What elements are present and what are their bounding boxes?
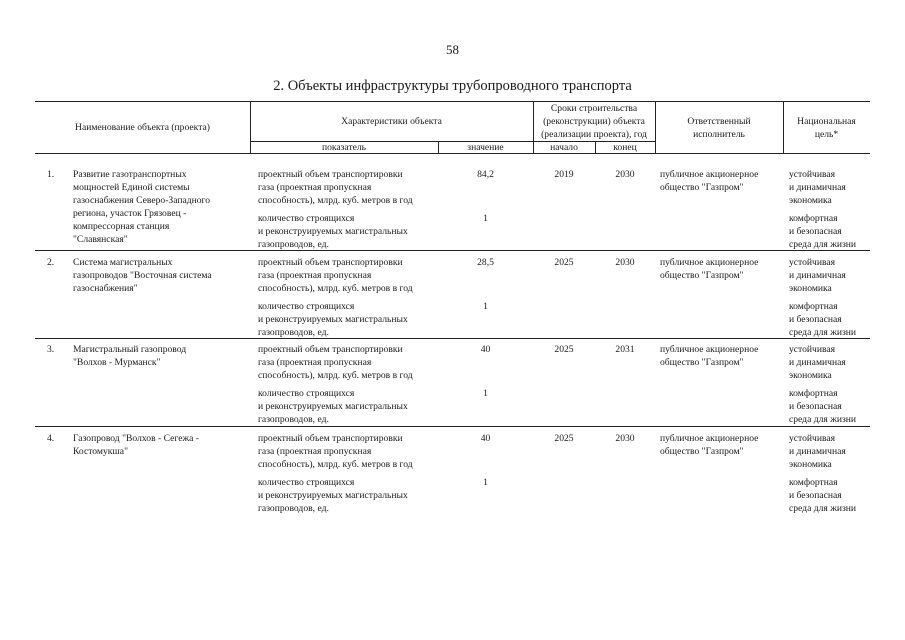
row-executor: публичное акционерное общество "Газпром" bbox=[660, 433, 759, 457]
header-indicator: показатель bbox=[321, 142, 367, 153]
row-start-year: 2019 bbox=[554, 169, 574, 180]
row-end-year: 2030 bbox=[615, 169, 635, 180]
row-goal-1: устойчивая и динамичная экономика bbox=[789, 169, 846, 206]
header-executor: Ответственный исполнитель bbox=[687, 116, 751, 140]
row-object-name: Развитие газотранспортных мощностей Единой системы газоснабжения Северо-Западного региона, участок Грязовец - компрессорная станция "Славянская" bbox=[73, 169, 211, 245]
header-value: значение bbox=[467, 142, 504, 153]
row-start-year: 2025 bbox=[554, 433, 574, 444]
header-start: начало bbox=[550, 142, 578, 153]
row-executor: публичное акционерное общество "Газпром" bbox=[660, 169, 759, 193]
row-indicator-1: проектный объем транспортировки газа (проектная пропускная способность), млрд. куб. метров в год bbox=[258, 257, 413, 294]
row-separator bbox=[35, 338, 870, 339]
row-number: 3. bbox=[47, 344, 55, 355]
row-start-year: 2025 bbox=[554, 257, 574, 268]
row-end-year: 2031 bbox=[615, 344, 635, 355]
row-object-name: Магистральный газопровод "Волхов - Мурманск" bbox=[73, 344, 187, 368]
row-number: 1. bbox=[47, 169, 55, 180]
row-value-1: 40 bbox=[480, 344, 491, 355]
row-goal-2: комфортная и безопасная среда для жизни bbox=[789, 213, 857, 250]
page-number: 58 bbox=[446, 42, 459, 57]
row-executor: публичное акционерное общество "Газпром" bbox=[660, 344, 759, 368]
row-separator bbox=[35, 250, 870, 251]
row-indicator-2: количество строящихся и реконструируемых магистральных газопроводов, ед. bbox=[258, 301, 408, 338]
header-terms: Сроки строительства (реконструкции) объекта (реализации проекта), год bbox=[541, 103, 647, 140]
row-executor: публичное акционерное общество "Газпром" bbox=[660, 257, 759, 281]
row-number: 2. bbox=[47, 257, 55, 268]
row-value-2: 1 bbox=[483, 213, 488, 224]
row-object-name: Газопровод "Волхов - Сегежа - Костомукша" bbox=[73, 433, 199, 457]
row-indicator-2: количество строящихся и реконструируемых магистральных газопроводов, ед. bbox=[258, 388, 408, 425]
row-indicator-1: проектный объем транспортировки газа (проектная пропускная способность), млрд. куб. метров в год bbox=[258, 433, 413, 470]
row-start-year: 2025 bbox=[554, 344, 574, 355]
header-object-name: Наименование объекта (проекта) bbox=[75, 122, 210, 133]
row-goal-2: комфортная и безопасная среда для жизни bbox=[789, 388, 857, 425]
row-goal-1: устойчивая и динамичная экономика bbox=[789, 257, 846, 294]
header-goal: Национальная цель* bbox=[797, 116, 856, 140]
row-value-2: 1 bbox=[483, 477, 488, 488]
page-title: 2. Объекты инфраструктуры трубопроводного транспорта bbox=[273, 78, 632, 94]
row-end-year: 2030 bbox=[615, 257, 635, 268]
row-goal-2: комфортная и безопасная среда для жизни bbox=[789, 301, 857, 338]
row-goal-1: устойчивая и динамичная экономика bbox=[789, 433, 846, 470]
header-end: конец bbox=[613, 142, 637, 153]
row-number: 4. bbox=[47, 433, 55, 444]
row-value-1: 84,2 bbox=[477, 169, 494, 180]
row-value-2: 1 bbox=[483, 301, 488, 312]
row-end-year: 2030 bbox=[615, 433, 635, 444]
row-indicator-2: количество строящихся и реконструируемых магистральных газопроводов, ед. bbox=[258, 213, 408, 250]
row-value-1: 28,5 bbox=[477, 257, 494, 268]
row-separator bbox=[35, 426, 870, 427]
row-value-2: 1 bbox=[483, 388, 488, 399]
row-indicator-1: проектный объем транспортировки газа (проектная пропускная способность), млрд. куб. метров в год bbox=[258, 344, 413, 381]
row-value-1: 40 bbox=[480, 433, 491, 444]
row-indicator-1: проектный объем транспортировки газа (проектная пропускная способность), млрд. куб. метров в год bbox=[258, 169, 413, 206]
row-indicator-2: количество строящихся и реконструируемых магистральных газопроводов, ед. bbox=[258, 477, 408, 514]
table-top-border bbox=[35, 101, 870, 102]
row-goal-1: устойчивая и динамичная экономика bbox=[789, 344, 846, 381]
row-object-name: Система магистральных газопроводов "Восточная система газоснабжения" bbox=[73, 257, 212, 294]
header-characteristics: Характеристики объекта bbox=[341, 116, 442, 127]
row-goal-2: комфортная и безопасная среда для жизни bbox=[789, 477, 857, 514]
